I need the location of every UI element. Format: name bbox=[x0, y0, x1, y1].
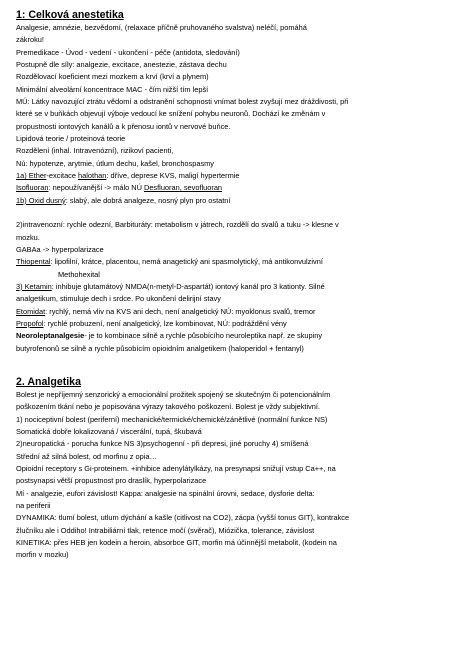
ether-text: -excitace bbox=[46, 171, 79, 181]
text-line: Lipidová teorie / proteinová teorie bbox=[16, 134, 126, 144]
text-line: zákroku! bbox=[16, 35, 44, 45]
text-line: Mí - analgezie, eufori závislost! Kappa: analgesie na spinální úrovni, sedace, dysforie delta: bbox=[16, 488, 315, 498]
text-line: Nú: hypotenze, arytmie, útlum dechu, kašel, bronchospasmy bbox=[16, 158, 215, 168]
text-line: butyrofenonů se silně a rychle působícím opioidním analgetikem (haloperidol + fentanyl) bbox=[16, 343, 304, 353]
isofluoran-line bbox=[16, 182, 445, 194]
text-line: poškozením tkání nebo je popisována výrazy takového poškození. Bolest je vždy subjektivní. bbox=[16, 402, 321, 412]
text-line: Opioidní receptory s Gi-proteinem. +inhibice adenylátylkázy, na presynapsi snižují vstup Ca++, na bbox=[16, 464, 336, 473]
text-line: Postupně dle síly: analgezie, excitace, anestezie, zástava dechu bbox=[16, 60, 227, 70]
oxid-dusny-line bbox=[16, 195, 445, 207]
neuroleptanalgesie-term: Neoroleptanalgesie bbox=[16, 331, 85, 341]
text-line: KINETIKA: přes HEB jen kodein a heroin, absorbce GIT, morfin má účinnější metabolit, (kodein na bbox=[16, 538, 337, 548]
ether-line bbox=[16, 170, 445, 182]
spacer bbox=[16, 355, 445, 375]
propofol-term: Propofol bbox=[16, 318, 44, 328]
text-line: Střední až silná bolest, od morfinu z opia… bbox=[16, 451, 157, 461]
etomidat-text: : rychlý, nemá vliv na KVS ani dech, není analgetický NÚ: myoklonus svalů, tremor bbox=[45, 306, 316, 316]
text-line: DYNAMIKA: tlumí bolest, utlum dýchání a kašle (citlivost na CO2), zácpa (vyšší tonus GIT), kontrakce bbox=[16, 513, 350, 523]
text-line: Analgesie, amnézie, bezvědomí, (relaxace příčně pruhovaného svalstva) neléčí, pomáhá bbox=[16, 23, 307, 32]
text-line: které se v buňkách objevují výboje vedoucí ke snížení pohybu neuronů. Dochází ke změnám v bbox=[16, 109, 326, 119]
text-line: morfin v mozku) bbox=[16, 550, 69, 560]
methohexital-line: Methohexital bbox=[58, 269, 100, 279]
ketamin-line bbox=[16, 281, 445, 293]
halothan-text: : dříve, deprese KVS, maligí hypertermie bbox=[106, 171, 240, 181]
ether-term: 1a) Ether bbox=[16, 171, 47, 181]
text-line: analgetikum, stimuluje dech i srdce. Po ukončení delirijní stavy bbox=[16, 294, 221, 304]
thiopental-term: Thiopental bbox=[16, 257, 51, 267]
text-line: Premedikace - Úvod - vedení - ukončení - péče (antidota, sledování) bbox=[16, 47, 240, 57]
text-line: Rozdělení (inhal. Intravenózní), rizikoví pacienti, bbox=[16, 146, 174, 156]
text-line: Rozdělovací koeficient mezi mozkem a krví (krví a plynem) bbox=[16, 72, 209, 82]
ketamin-term: 3) Ketamin bbox=[16, 281, 52, 291]
text-line: 2)intravenozní: rychle odezní, Barbituráty: metabolism v játrech, rozdělí do svalů a tuku -> klesne v bbox=[16, 220, 339, 230]
thiopental-line bbox=[16, 256, 445, 268]
propofol-line bbox=[16, 318, 445, 330]
propofol-text: : rychlé probuzení, není analgetický, lze kombinovat, NÚ: podráždění vény bbox=[43, 318, 287, 328]
isofluoran-term: Isofluoran bbox=[16, 183, 49, 193]
text-line: 2)neuropatická - porucha funkce NS 3)psychogenní - při depresi, jiné poruchy 4) smíšená bbox=[16, 439, 309, 449]
neuroleptanalgesie-text: - je to kombinace silně a rychle působícího neuroleptika např. ze skupiny bbox=[84, 331, 323, 341]
section-2-heading: 2. Analgetika bbox=[16, 375, 81, 388]
section-1-heading: 1: Celková anestetika bbox=[16, 9, 124, 21]
text-line: 1) nociceptivní bolest (periferní) mechanické/termické/chemické/zánětlivé (normální funkce NS) bbox=[16, 414, 328, 424]
text-line: MÚ: Látky navozující ztrátu vědomí a odstranění schopnosti vnímat bolest zvyšují mez dráždivosti, při bbox=[16, 97, 349, 107]
text-line: na periferii bbox=[16, 501, 51, 511]
text-line: Bolest je nepříjemný senzorický a emocionální prožitek spojený se skutečným či potencionálním bbox=[16, 389, 331, 399]
text-line: žlučníku ale i Oddiho! Intrabiliární tlak, retence močí (svěrač), Miózička, tolerance, závislost bbox=[16, 525, 315, 535]
text-line: mozku. bbox=[16, 232, 40, 242]
spacer bbox=[16, 207, 445, 219]
text-line: propustnosti iontových kanálů a k přenosu iontů v nervové buňce. bbox=[16, 121, 231, 131]
text-line: Minimální alveolární koncentrace MAC - čím nižší tím lepší bbox=[16, 84, 209, 94]
thiopental-text: : lipofilní, krátce, placentou, nemá anagetický ani spasmolytický, má antikonvulzivní bbox=[50, 257, 323, 267]
desfluoran-term: Desfluoran, sevofluoran bbox=[143, 183, 223, 193]
text-line: GABAa -> hyperpolarizace bbox=[16, 244, 104, 254]
oxid-dusny-term: 1b) Oxid dusný bbox=[16, 195, 66, 205]
etomidat-term: Etomidat bbox=[16, 306, 46, 316]
halothan-term: halothan bbox=[78, 171, 107, 181]
etomidat-line bbox=[16, 306, 445, 318]
text-line: Somatická dobře lokalizovaná / viscerální, tupá, škubavá bbox=[16, 426, 202, 436]
ketamin-text: : inhibuje glutamátový NMDA(n-metyl-D-aspartát) iontový kanál pro 3 kationty. Silné bbox=[51, 281, 325, 291]
oxid-dusny-text: : slabý, ale dobrá analgeze, nosný plyn pro ostatní bbox=[65, 195, 231, 205]
text-line: postsynapsi větší propustnost pro draslík, hyperpolarizace bbox=[16, 476, 207, 486]
isofluoran-text: : nepoužívanější -> málo NÚ bbox=[48, 183, 144, 193]
neuroleptanalgesie-line bbox=[16, 330, 445, 342]
